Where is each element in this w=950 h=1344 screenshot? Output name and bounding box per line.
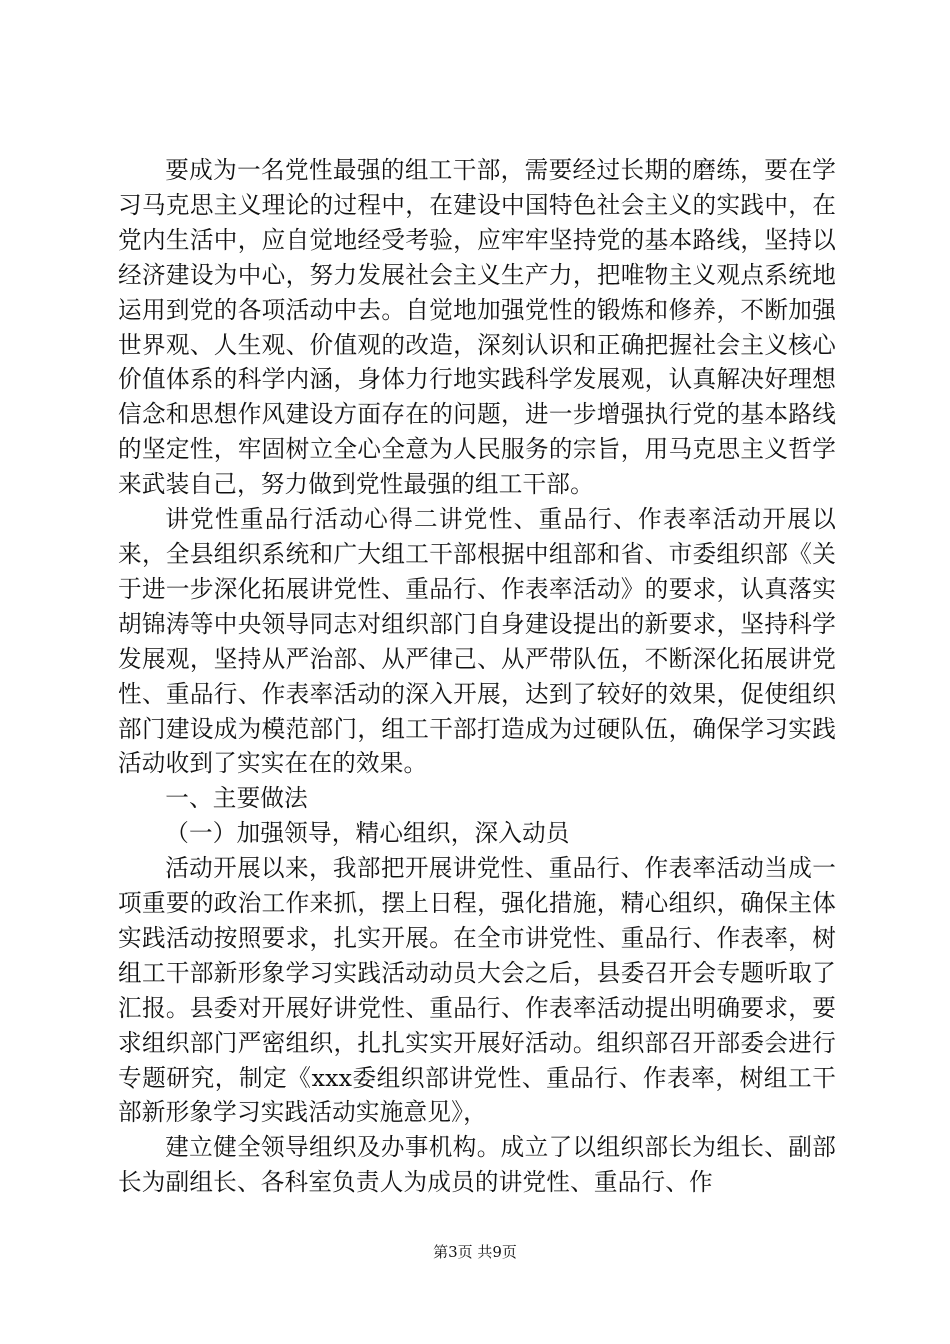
- document-body: [118, 153, 836, 1200]
- paragraph-party-spirit-cadre: 要成为一名党性最强的组工干部，需要经过长期的磨练，要在学习马克思主义理论的过程中，在建设中国特色社会主义的实践中，在党内生活中，应自觉地经受考验，应牢牢坚持党的基本路线，坚持以经济建设为中心，努力发展社会主义生产力，把唯物主义观点系统地运用到党的各项活动中去。自觉地加强党性的锻炼和修养，不断加强世界观、人生观、价值观的改造，深刻认识和正确把握社会主义核心价值体系的科学内涵，身体力行地实践科学发展观，认真解决好理想信念和思想作风建设方面存在的问题，进一步增强执行党的基本路线的坚定性，牢固树立全心全意为人民服务的宗旨，用马克思主义哲学来武装自己，努力做到党性最强的组工干部。: [118, 156, 836, 499]
- paragraph-activity-launch: 活动开展以来，我部把开展讲党性、重品行、作表率活动当成一项重要的政治工作来抓，摆上日程，强化措施，精心组织，确保主体实践活动按照要求，扎实开展。在全市讲党性、重品行、作表率，树组工干部新形象学习实践活动动员大会之后，县委召开会专题听取了汇报。县委对开展好讲党性、重品行、作表率活动提出明确要求，要求组织部门严密组织，扎扎实实开展好活动。组织部召开部委会进行专题研究，制定《xxx委组织部讲党性、重品行、作表率，树组工干部新形象学习实践活动实施意见》，: [118, 854, 836, 1127]
- paragraph-leadership-organization: 建立健全领导组织及办事机构。成立了以组织部长为组长、副部长为副组长、各科室负责人为成员的讲党性、重品行、作: [118, 1133, 836, 1197]
- section-heading-main-practices: 一、主要做法: [165, 784, 308, 813]
- paragraph-activity-experience-two: 讲党性重品行活动心得二讲党性、重品行、作表率活动开展以来，全县组织系统和广大组工干部根据中组部和省、市委组织部《关于进一步深化拓展讲党性、重品行、作表率活动》的要求，认真落实胡锦涛等中央领导同志对组织部门自身建设提出的新要求，坚持科学发展观，坚持从严治部、从严律己、从严带队伍，不断深化拓展讲党性、重品行、作表率活动的深入开展，达到了较好的效果，促使组织部门建设成为模范部门，组工干部打造成为过硬队伍，确保学习实践活动收到了实实在在的效果。: [118, 505, 836, 778]
- page-number-footer: 第3页 共9页: [433, 1243, 517, 1261]
- subsection-heading-leadership: （一）加强领导，精心组织，深入动员: [165, 819, 570, 848]
